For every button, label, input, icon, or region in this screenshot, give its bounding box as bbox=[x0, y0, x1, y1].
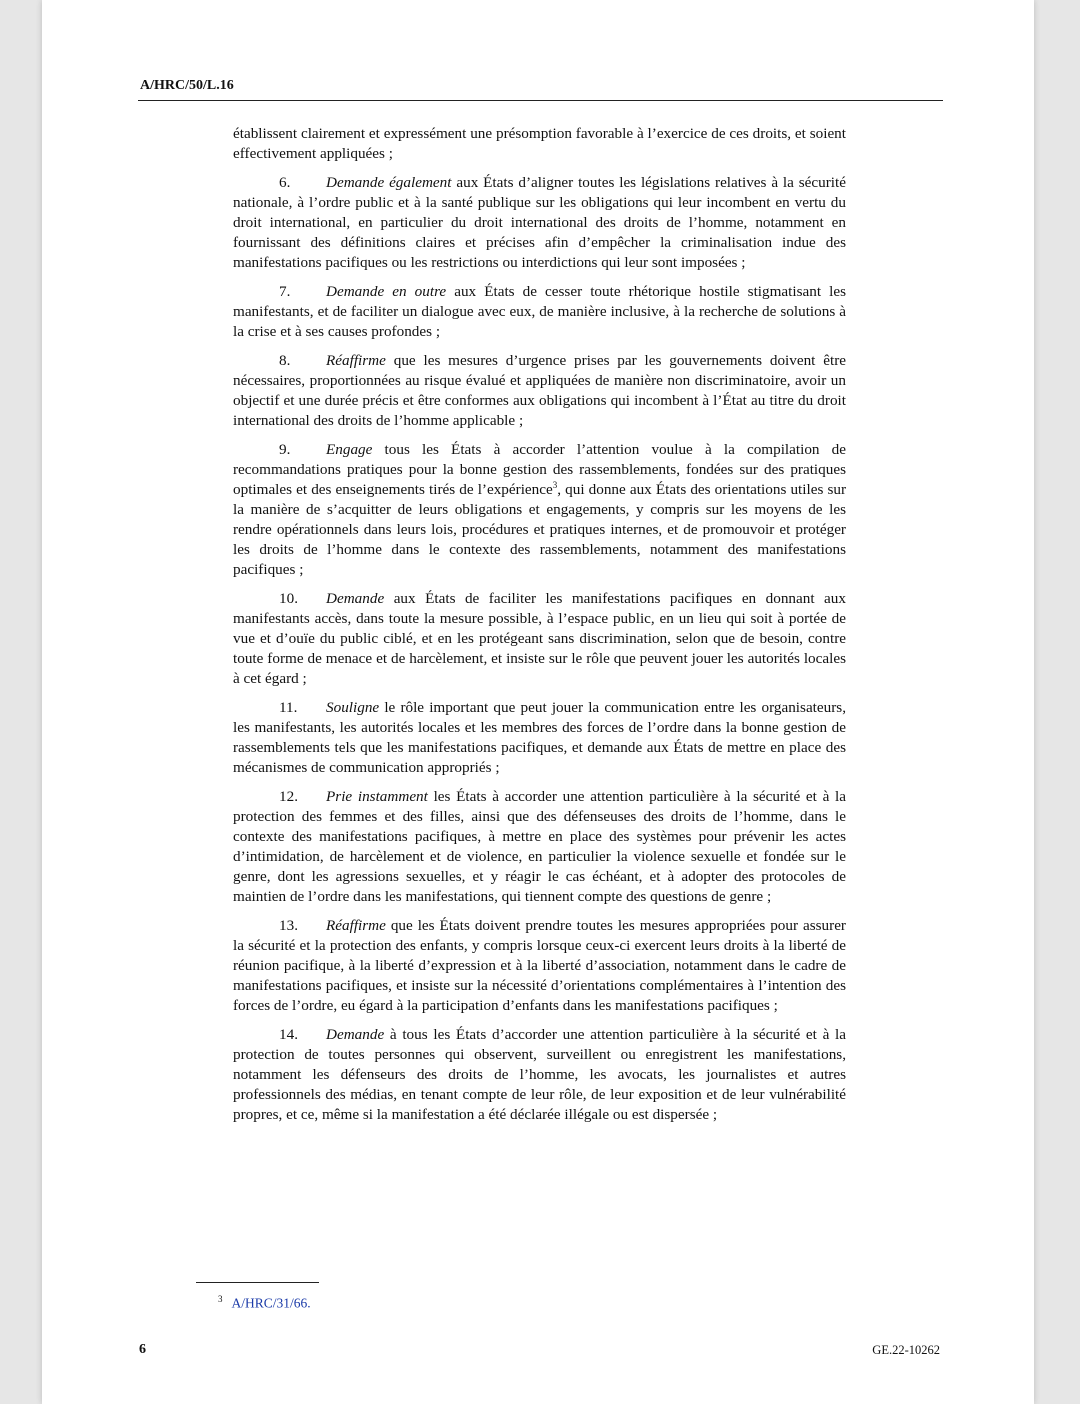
operative-verb: Demande en outre bbox=[326, 283, 447, 300]
operative-verb: Demande également bbox=[326, 174, 452, 191]
paragraph-text: établissent clairement et expressément une présomption favorable à l’exercice de ces droits, et soient effectivement appliquées ; bbox=[233, 125, 846, 162]
paragraph-number: 13. bbox=[279, 917, 298, 934]
paragraph-number: 12. bbox=[279, 788, 298, 805]
paragraph-text: à tous les États d’accorder une attention particulière à la sécurité et à la protection de toutes personnes qui observent, surveillent ou enregistrent les manifestations, notamment les défenseurs des droits de l’homme, les avocats, les journalistes et autres professionnels des médias, en tenant compte de leur rôle, de leur exposition et de leur vulnérabilité propres, et ce, même si la manifestation a été déclarée illégale ou est dispersée ; bbox=[233, 1026, 846, 1123]
paragraph-number: 7. bbox=[279, 283, 291, 300]
paragraph-continuation bbox=[233, 124, 846, 164]
document-body bbox=[233, 124, 846, 1134]
paragraph-11 bbox=[233, 698, 846, 778]
document-symbol: A/HRC/50/L.16 bbox=[140, 78, 234, 93]
operative-verb: Demande bbox=[326, 590, 385, 607]
footnote-link[interactable]: A/HRC/31/66. bbox=[231, 1295, 311, 1311]
page-header bbox=[138, 76, 943, 101]
paragraph-number: 8. bbox=[279, 352, 291, 369]
operative-verb: Prie instamment bbox=[326, 788, 428, 805]
paragraph-number: 10. bbox=[279, 590, 298, 607]
footnote-mark: 3 bbox=[218, 1294, 223, 1304]
footnote-divider bbox=[196, 1282, 319, 1283]
operative-verb: Engage bbox=[326, 441, 373, 458]
paragraph-text: tous les États à accorder l’attention voulue à la compilation de recommandations pratiques pour la bonne gestion des rassemblements, fondées sur des pratiques optimales et des enseignements tirés de l’expérience bbox=[233, 441, 846, 498]
paragraph-number: 14. bbox=[279, 1026, 298, 1043]
paragraph-9 bbox=[233, 440, 846, 580]
footnote-reference[interactable]: 3 bbox=[552, 479, 558, 490]
job-number: GE.22-10262 bbox=[872, 1343, 940, 1357]
paragraph-text: aux États de cesser toute rhétorique hostile stigmatisant les manifestants, et de faciliter un dialogue avec eux, de manière inclusive, à la recherche de solutions à la crise et à ses causes profondes ; bbox=[233, 283, 846, 340]
operative-verb: Réaffirme bbox=[326, 352, 386, 369]
paragraph-text: aux États de faciliter les manifestations pacifiques en donnant aux manifestants accès, dans toute la mesure possible, à l’espace public, en un lieu qui soit à portée de vue et d’ouïe du public ciblé, et en les protégeant sans discrimination, selon que de besoin, contre toute forme de menace et de harcèlement, et insiste sur le rôle que peuvent jouer les autorités locales à cet égard ; bbox=[233, 590, 846, 687]
operative-verb: Souligne bbox=[326, 699, 380, 716]
page-number: 6 bbox=[139, 1342, 146, 1357]
paragraph-14 bbox=[233, 1025, 846, 1125]
footnote bbox=[218, 1294, 311, 1312]
paragraph-10 bbox=[233, 589, 846, 689]
paragraph-6 bbox=[233, 173, 846, 273]
paragraph-text: que les États doivent prendre toutes les mesures appropriées pour assurer la sécurité et la protection des enfants, y compris lorsque ceux-ci exercent leurs droits à la liberté de réunion pacifique, à la liberté d’expression et à la liberté d’association, notamment dans le cadre de manifestations pacifiques, et insiste sur la nécessité d’orientations complémentaires à l’intention des forces de l’ordre, eu égard à la participation d’enfants dans les manifestations pacifiques ; bbox=[233, 917, 846, 1014]
operative-verb: Demande bbox=[326, 1026, 385, 1043]
paragraph-text: aux États d’aligner toutes les législations relatives à la sécurité nationale, à l’ordre public et à la santé publique sur les obligations qui leur incombent en vertu du droit international, en particulier du droit international des droits de l’homme, notamment en fournissant des définitions claires et précises afin d’empêcher la criminalisation indue des manifestations pacifiques ou les restrictions ou interdictions qui leur sont imposées ; bbox=[233, 174, 846, 271]
paragraph-number: 6. bbox=[279, 174, 291, 191]
document-page bbox=[42, 0, 1034, 1404]
paragraph-7 bbox=[233, 282, 846, 342]
operative-verb: Réaffirme bbox=[326, 917, 386, 934]
paragraph-8 bbox=[233, 351, 846, 431]
paragraph-number: 11. bbox=[279, 699, 298, 716]
paragraph-12 bbox=[233, 787, 846, 907]
paragraph-text: que les mesures d’urgence prises par les gouvernements doivent être nécessaires, proportionnées au risque évalué et appliquées de manière non discriminatoire, avoir un objectif et une durée précis et être conformes aux obligations qui incombent à l’État au titre du droit international des droits de l’homme applicable ; bbox=[233, 352, 846, 429]
paragraph-number: 9. bbox=[279, 441, 291, 458]
paragraph-text: le rôle important que peut jouer la communication entre les organisateurs, les manifestants, les autorités locales et les membres des forces de l’ordre dans la bonne gestion de rassemblements tels que les manifestations pacifiques, et demande aux États de mettre en place des mécanismes de communication appropriés ; bbox=[233, 699, 846, 776]
paragraph-13 bbox=[233, 916, 846, 1016]
paragraph-text: les États à accorder une attention particulière à la sécurité et à la protection des femmes et des filles, ainsi que des défenseuses des droits de l’homme, dans le contexte des manifestations pacifiques, à mettre en place des systèmes pour prévenir les actes d’intimidation, de harcèlement et de violence, en particulier la violence sexuelle et fondée sur le genre, dont les agressions sexuelles, et y réagir le cas échéant, et à adopter des protocoles de maintien de l’ordre dans les manifestations, qui tiennent compte des questions de genre ; bbox=[233, 788, 846, 905]
paragraph-text-continued: , qui donne aux États des orientations utiles sur la manière de s’acquitter de leurs obligations et engagements, y compris sur les moyens de les rendre opérationnels dans leurs lois, procédures et pratiques internes, et de promouvoir et protéger les droits de l’homme dans le contexte des rassemblements, notamment des manifestations pacifiques ; bbox=[233, 481, 847, 578]
